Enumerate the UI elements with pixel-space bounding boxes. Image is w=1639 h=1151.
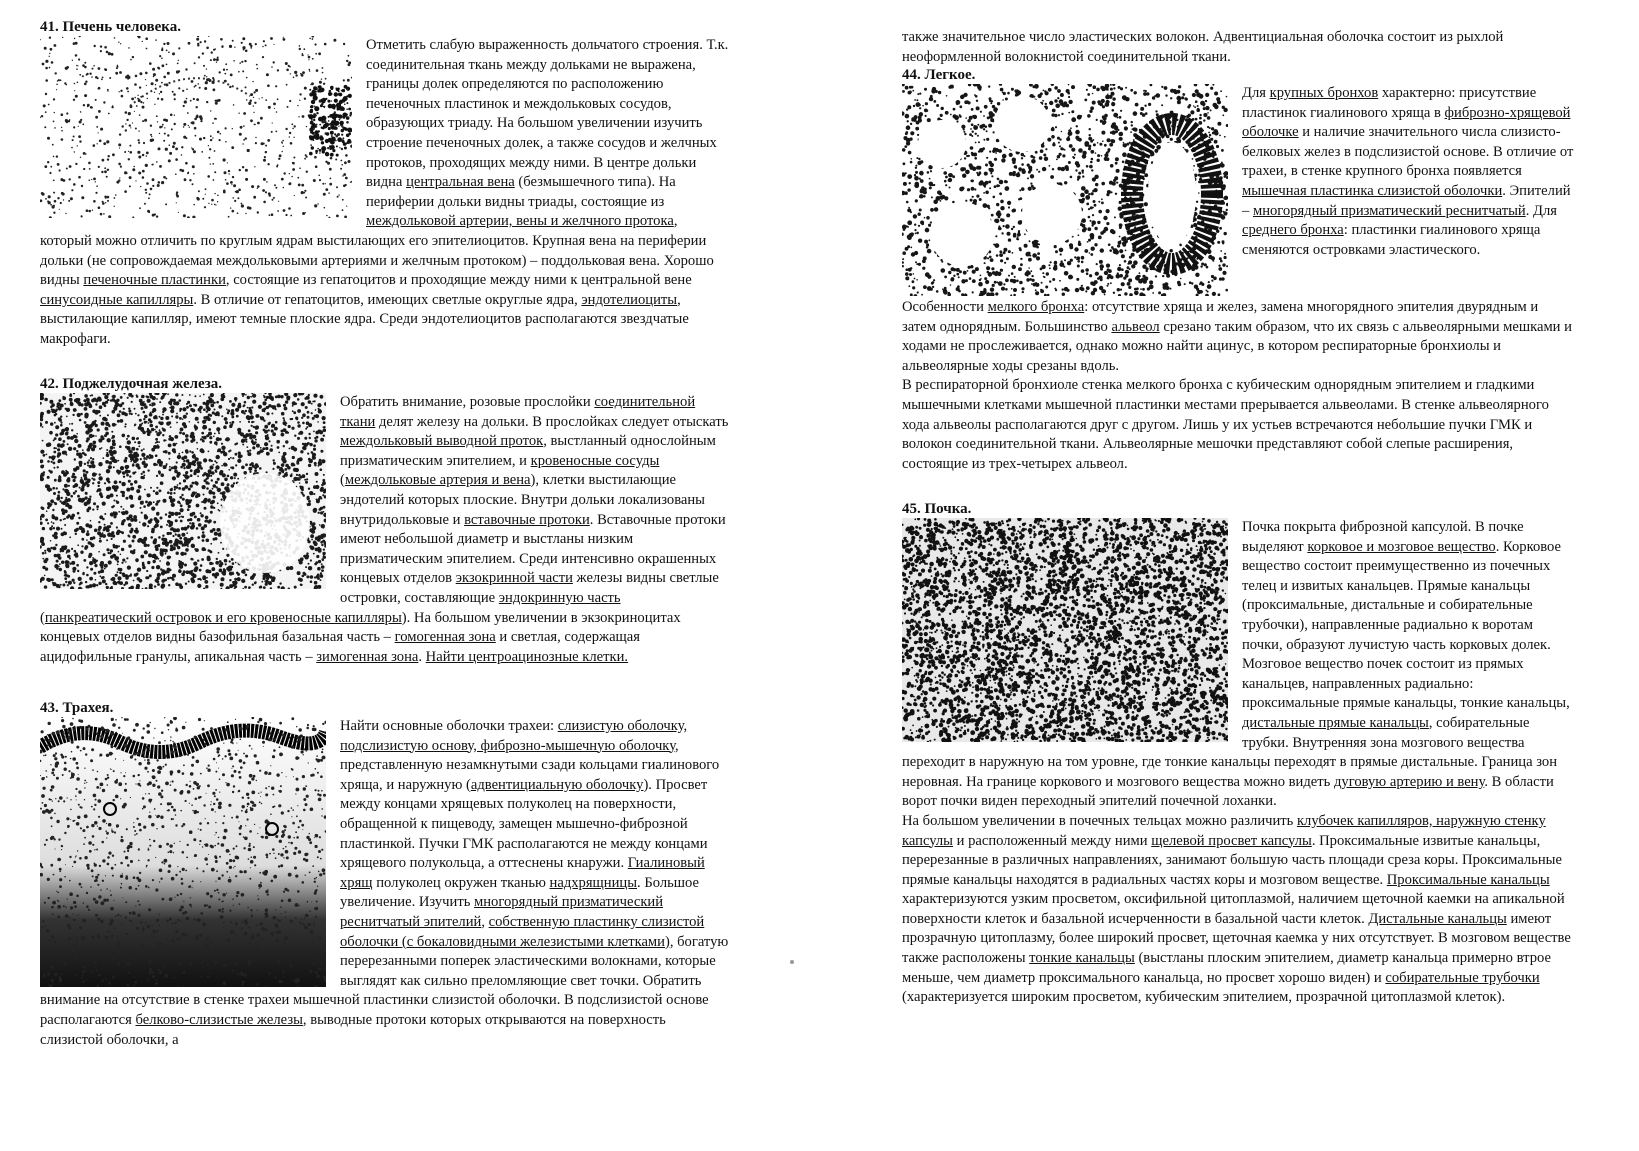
section-41-text: Отметить слабую выраженность дольчатого строения. Т.к. соединительная ткань между дольками не выражена, границы долек определяются по расположению печеночных пластинок и междольковых сосудов, образующих триаду. На большом увеличении изучить строение печеночных долек, а также сосудов и желчных протоков, проходящих между ними. В центре дольки видна центральная вена (безмышечного типа). На периферии дольки видны триады, состоящие из междольковой артерии, вены и желчного протока, который можно отличить по круглым ядрам выстилающих его эпителиоцитов. Крупная вена на периферии дольки (не сопровождаемая междольковыми артериями и желчным протоком) – поддольковая вена. Хорошо видны печеночные пластинки, состоящие из гепатоцитов и проходящие между ними к центральной вене синусоидные капилляры. В отличие от гепатоцитов, имеющих светлые округлые ядра, эндотелиоциты, выстилающие капилляр, имеют темные плоские ядра. Среди эндотелиоцитов располагаются звездчатые макрофаги.: [40, 37, 729, 347]
right-page: [902, 0, 1574, 1151]
trachea-continuation: [902, 28, 1574, 67]
figure-pancreas: [40, 393, 326, 589]
section-43-title: 43. Трахея.: [40, 700, 114, 716]
gutter-dot: [790, 960, 794, 964]
figure-trachea: [40, 717, 326, 987]
section-41-title: 41. Печень человека.: [40, 19, 181, 35]
section-44-text-b: Особенности мелкого бронха: отсутствие хряща и желез, замена многорядного эпителия двурядным и затем однорядным. Большинство альвеол срезано таким образом, что их связь с альвеолярными мешками и ходами не прослеживается, однако можно найти ацинус, в котором респираторные бронхиолы и альвеолярные ходы срезаны вдоль.: [902, 299, 1572, 374]
section-41: [40, 18, 730, 350]
section-43-text: Найти основные оболочки трахеи: слизистую оболочку, подслизистую основу, фиброзно-мышечную оболочку, представленную незамкнутыми сзади кольцами гиалинового хряща, и наружную (адвентициальную оболочку). Просвет между концами хрящевых полуколец на поверхности, обращенной к пищеводу, замещен мышечно-фиброзной пластинкой. Пучки ГМК располагаются не между концами хрящевого полукольца, а оттеснены кнаружи. Гиалиновый хрящ полуколец окружен тканью надхрящницы. Большое увеличение. Изучить многорядный призматический реснитчатый эпителий, собственную пластинку слизистой оболочки (с бокаловидными железистыми клетками), богатую перерезанными поперек эластическими волокнами, которые выглядят как сильно преломляющие свет точки. Обратить внимание на отсутствие в стенке трахеи мышечной пластинки слизистой оболочки. В подслизистой основе располагаются белково-слизистые железы, выводные протоки которых открываются на поверхность слизистой оболочки, а: [40, 718, 729, 1048]
left-page: [40, 0, 730, 1151]
figure-kidney: [902, 518, 1228, 742]
section-42-text: Обратить внимание, розовые прослойки соединительной ткани делят железу на дольки. В прослойках следует отыскать междольковый выводной проток, выстланный однослойным призматическим эпителием, и кровеносные сосуды (междольковые артерия и вена), клетки выстилающие эндотелий которых плоские. Внутри дольки локализованы внутридольковые и вставочные протоки. Вставочные протоки имеют небольшой диаметр и выстланы низким призматическим эпителием. Среди интенсивно окрашенных концевых отделов экзокринной части железы видны светлые островки, составляющие эндокринную часть (панкреатический островок и его кровеносные капилляры). На большом увеличении в экзокриноцитах концевых отделов видны базофильная базальная часть – гомогенная зона и светлая, содержащая ацидофильные гранулы, апикальная часть – зимогенная зона. Найти центроацинозные клетки.: [40, 394, 729, 665]
section-44-text-c: В респираторной бронхиоле стенка мелкого бронха с кубическим однорядным эпителием и гладкими мышечными клетками мышечной пластинки местами прерывается альвеолами. В стенке альвеолярного хода альвеолы располагаются друг с другом. Лишь у их устьев встречаются небольшие пучки ГМК и волокон соединительной ткани. Альвеолярные мешочки представляют собой слепые расширения, состоящие из трех-четырех альвеол.: [902, 377, 1549, 472]
section-44-title: 44. Легкое.: [902, 67, 976, 83]
section-45-text-a: Почка покрыта фиброзной капсулой. В почке выделяют корковое и мозговое вещество. Корковое вещество состоит преимущественно из почечных телец и извитых канальцев. Прямые канальцы (проксимальные, дистальные и собирательные трубочки), направленные радиально к воротам почки, образуют лучистую часть корковых долек. Мозговое вещество почек состоит из прямых канальцев, направленных радиально: проксимальные прямые канальцы, тонкие канальцы, дистальные прямые канальцы, собирательные трубки. Внутренняя зона мозгового вещества переходит в наружную на том уровне, где тонкие канальцы переходят в прямые дистальные. Граница зон неровная. На границе коркового и мозгового вещества можно видеть дуговую артерию и вену. В области ворот почки виден переходный эпителий почечной лоханки.: [902, 519, 1570, 810]
section-43: [40, 699, 730, 1050]
section-45: [902, 500, 1574, 1008]
figure-lung: [902, 84, 1228, 296]
section-44-text-a: Для крупных бронхов характерно: присутствие пластинок гиалинового хряща в фиброзно-хрящевой оболочке и наличие значительного числа слизисто-белковых желез в подслизистой основе. В отличие от трахеи, в стенке крупного бронха появляется мышечная пластинка слизистой оболочки. Эпителий – многорядный призматический реснитчатый. Для среднего бронха: пластинки гиалинового хряща сменяются островками эластического.: [1242, 85, 1574, 258]
section-42: [40, 375, 730, 667]
section-44: [902, 66, 1574, 474]
section-45-text-b: На большом увеличении в почечных тельцах можно различить клубочек капилляров, наружную стенку капсулы и расположенный между ними щелевой просвет капсулы. Проксимальные извитые канальцы, перерезанные в различных направлениях, занимают большую часть площади среза коры. Проксимальные прямые канальцы находятся в радиальных частях коры и мозговом веществе. Проксимальные канальцы характеризуются узким просветом, оксифильной цитоплазмой, наличием щеточной каемки на апикальной поверхности клеток и базальной исчерченности в базальной части клеток. Дистальные канальцы имеют прозрачную цитоплазму, более широкий просвет, щеточная каемка у них отсутствует. В мозговом веществе также расположены тонкие канальцы (выстланы плоским эпителием, диаметр канальца примерно втрое меньше, чем диаметр проксимального канальца, но просвет хорошо виден) и собирательные трубочки (характеризуется широким просветом, кубическим эпителием, прозрачной цитоплазмой клеток).: [902, 812, 1571, 1006]
figure-liver: [40, 36, 352, 218]
section-42-title: 42. Поджелудочная железа.: [40, 376, 222, 392]
section-45-title: 45. Почка.: [902, 501, 972, 517]
continuation-text: также значительное число эластических волокон. Адвентициальная оболочка состоит из рыхлой неоформленной волокнистой соединительной ткани.: [902, 29, 1504, 65]
